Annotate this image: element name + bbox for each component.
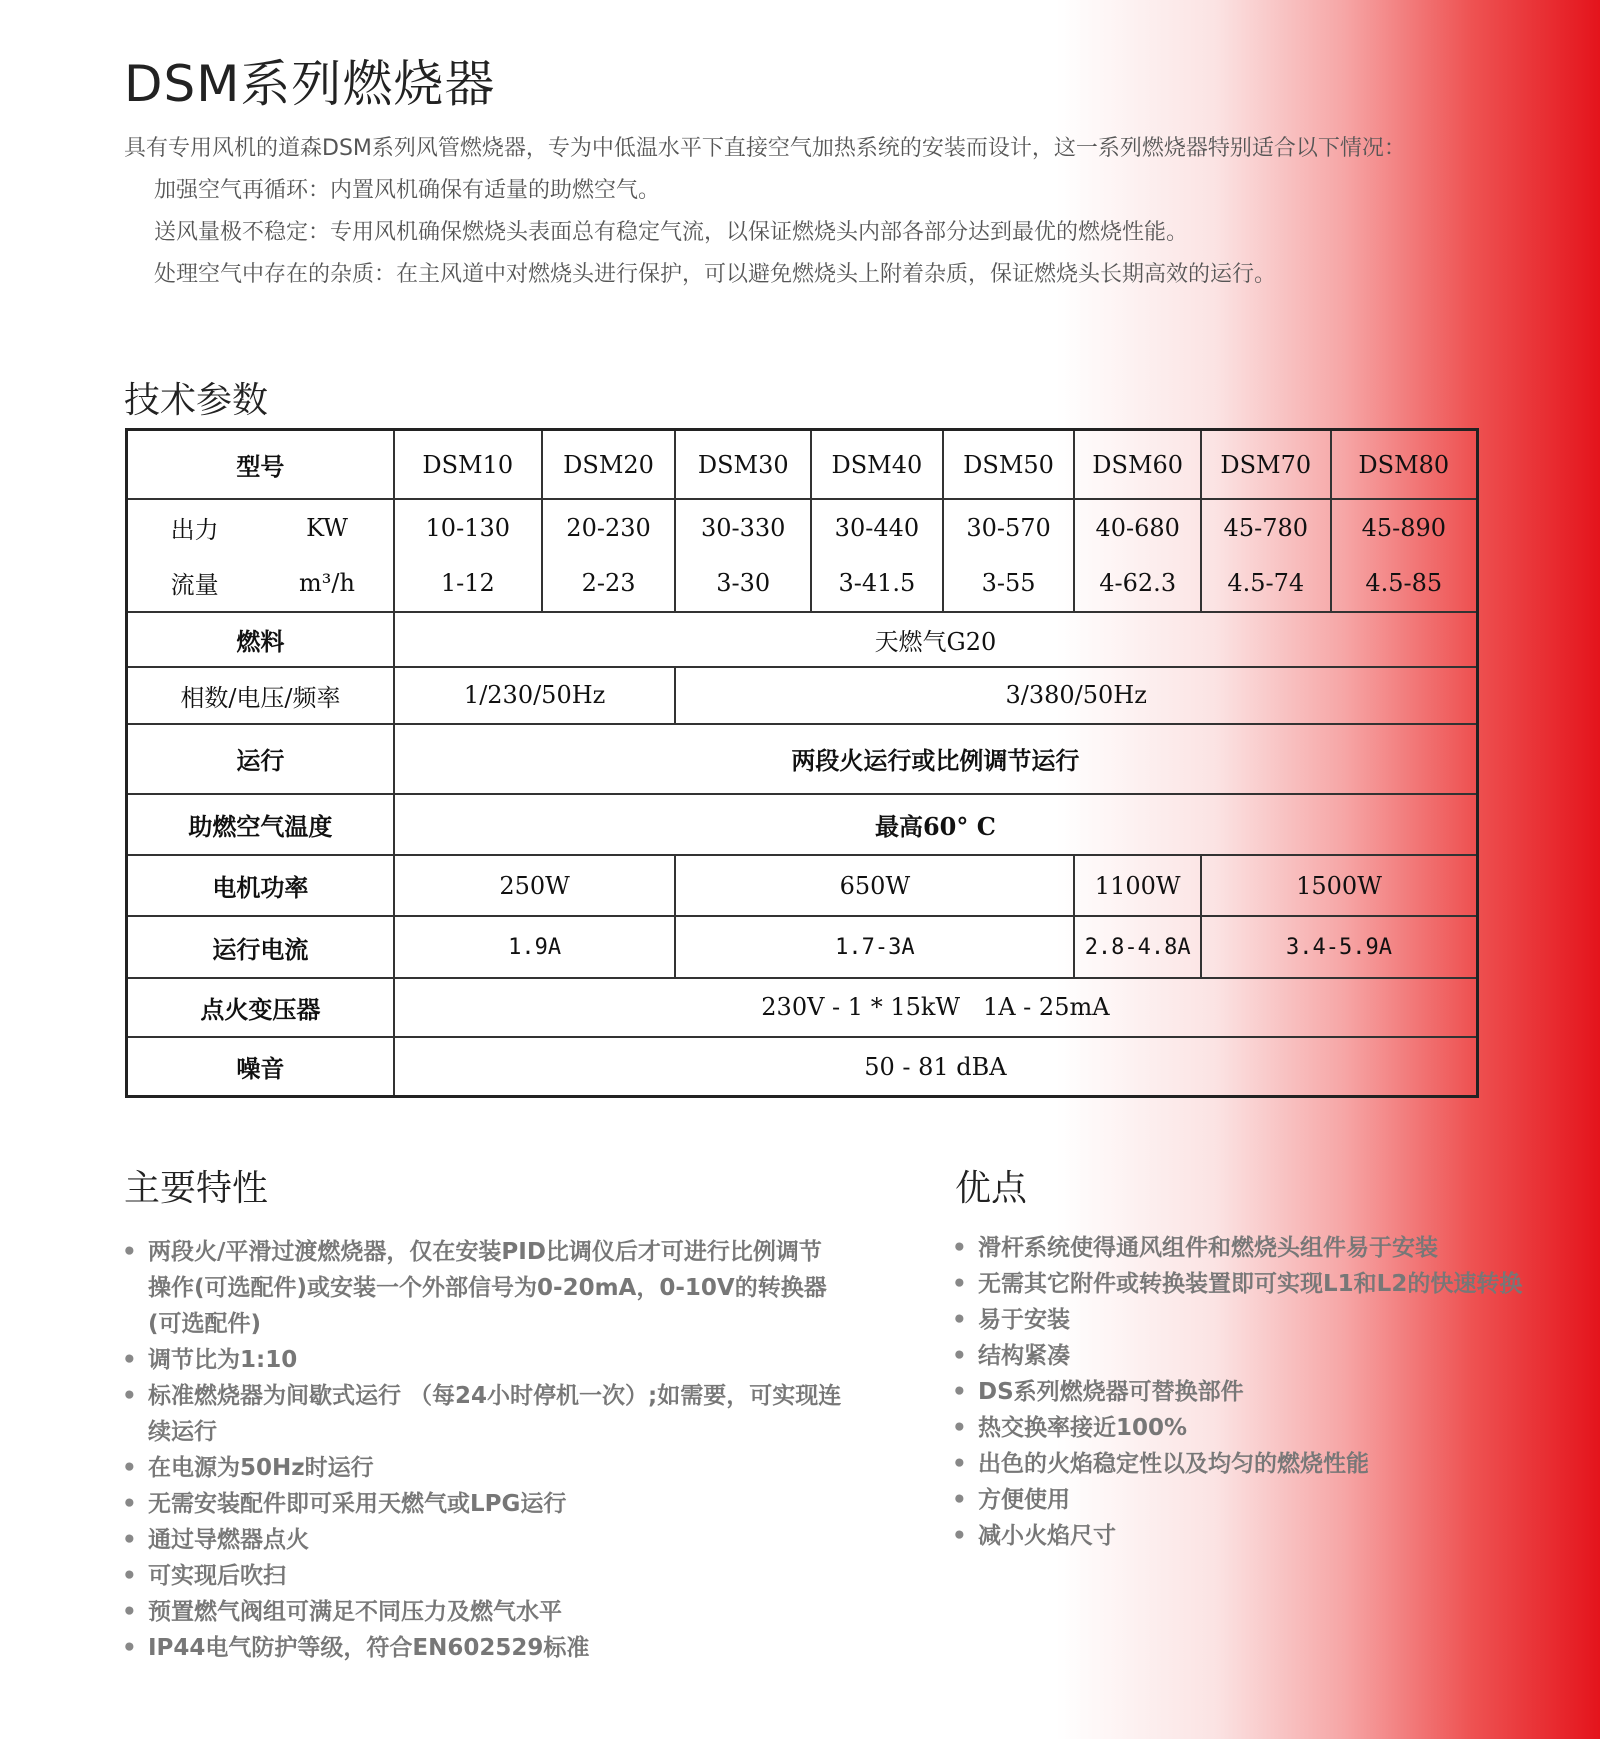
model-cell: DSM60 xyxy=(1074,430,1201,500)
feature-item: • 可实现后吹扫 xyxy=(122,1558,842,1594)
flow-value: 2-23 xyxy=(581,568,636,597)
flow-unit: m³/h xyxy=(299,568,355,597)
flow-value: 3-41.5 xyxy=(838,568,916,597)
advantages-list xyxy=(952,1230,1572,1554)
output-flow-cell xyxy=(1331,499,1478,612)
feature-item: • 在电源为50Hz时运行 xyxy=(122,1450,842,1486)
output-label: 出力 xyxy=(170,516,219,545)
noise-row xyxy=(127,1037,1478,1096)
advantage-item: • 方便使用 xyxy=(952,1482,1572,1518)
model-cell: DSM70 xyxy=(1201,430,1331,500)
noise-label: 噪音 xyxy=(127,1037,394,1096)
flow-value: 4-62.3 xyxy=(1099,568,1177,597)
output-value: 30-440 xyxy=(834,513,920,542)
output-value: 10-130 xyxy=(425,513,510,542)
fuel-label: 燃料 xyxy=(127,612,394,667)
motor-label: 电机功率 xyxy=(127,855,394,916)
phase-value: 1/230/50Hz xyxy=(394,667,676,724)
advantage-item: • 出色的火焰稳定性以及均匀的燃烧性能 xyxy=(952,1446,1572,1482)
output-value: 30-330 xyxy=(700,513,786,542)
model-cell: DSM80 xyxy=(1331,430,1478,500)
advantage-item: • 滑杆系统使得通风组件和燃烧头组件易于安装 xyxy=(952,1230,1572,1266)
motor-value: 1500W xyxy=(1201,855,1478,916)
air-temp-label: 助燃空气温度 xyxy=(127,794,394,855)
advantage-item: • 无需其它附件或转换装置即可实现L1和L2的快速转换 xyxy=(952,1266,1572,1302)
output-flow-row xyxy=(127,499,1478,612)
flow-value: 3-55 xyxy=(981,568,1036,597)
model-row xyxy=(127,430,1478,500)
current-value: 1.7-3A xyxy=(675,916,1074,977)
flow-value: 1-12 xyxy=(440,568,495,597)
feature-item: • 两段火/平滑过渡燃烧器，仅在安装PID比调仪后才可进行比例调节操作(可选配件)或安装一个外部信号为0-20mA，0-10V的转换器(可选配件) xyxy=(122,1234,842,1342)
output-flow-cell xyxy=(675,499,811,612)
phase-value: 3/380/50Hz xyxy=(675,667,1477,724)
model-label: 型号 xyxy=(127,430,394,500)
output-flow-cell xyxy=(394,499,542,612)
output-unit: KW xyxy=(306,513,348,542)
advantage-item: • 减小火焰尺寸 xyxy=(952,1518,1572,1554)
feature-item: • 标准燃烧器为间歇式运行 （每24小时停机一次）;如需要，可实现连续运行 xyxy=(122,1378,842,1450)
phase-label: 相数/电压/频率 xyxy=(127,667,394,724)
output-flow-cell xyxy=(542,499,676,612)
fuel-value: 天燃气G20 xyxy=(394,612,1478,667)
air-temp-value: 最高60° C xyxy=(394,794,1478,855)
operation-row xyxy=(127,724,1478,794)
features-list xyxy=(122,1234,842,1666)
features-heading: 主要特性 xyxy=(124,1168,269,1209)
output-value: 45-780 xyxy=(1223,513,1309,542)
intro-paragraph: 具有专用风机的道森DSM系列风管燃烧器，专为中低温水平下直接空气加热系统的安装而设计，这一系列燃烧器特别适合以下情况： xyxy=(124,136,1406,161)
operation-value: 两段火运行或比例调节运行 xyxy=(394,724,1478,794)
operation-label: 运行 xyxy=(127,724,394,794)
model-cell: DSM20 xyxy=(542,430,676,500)
motor-row xyxy=(127,855,1478,916)
current-value: 2.8-4.8A xyxy=(1074,916,1201,977)
advantage-item: • 热交换率接近100% xyxy=(952,1410,1572,1446)
advantage-item: • 结构紧凑 xyxy=(952,1338,1572,1374)
flow-value: 3-30 xyxy=(716,568,771,597)
output-flow-cell xyxy=(1074,499,1201,612)
page-title: DSM系列燃烧器 xyxy=(124,55,496,113)
output-value: 45-890 xyxy=(1361,513,1447,542)
flow-value: 4.5-74 xyxy=(1227,568,1305,597)
ignition-value: 230V - 1 * 15kW 1A - 25mA xyxy=(394,978,1478,1037)
output-value: 40-680 xyxy=(1095,513,1180,542)
current-label: 运行电流 xyxy=(127,916,394,977)
output-flow-cell xyxy=(943,499,1075,612)
spec-heading: 技术参数 xyxy=(124,380,269,421)
intro-item: 送风量极不稳定：专用风机确保燃烧头表面总有稳定气流，以保证燃烧头内部各部分达到最优的燃烧性能。 xyxy=(154,220,1189,245)
flow-value: 4.5-85 xyxy=(1365,568,1443,597)
spec-table xyxy=(125,428,1479,1098)
feature-item: • IP44电气防护等级，符合EN602529标准 xyxy=(122,1630,842,1666)
output-flow-cell xyxy=(811,499,943,612)
air-temp-row xyxy=(127,794,1478,855)
model-cell: DSM30 xyxy=(675,430,811,500)
model-cell: DSM40 xyxy=(811,430,943,500)
feature-item: • 无需安装配件即可采用天燃气或LPG运行 xyxy=(122,1486,842,1522)
flow-label: 流量 xyxy=(170,571,219,600)
intro-text xyxy=(124,128,1484,296)
phase-row xyxy=(127,667,1478,724)
advantage-item: • 易于安装 xyxy=(952,1302,1572,1338)
intro-item: 加强空气再循环：内置风机确保有适量的助燃空气。 xyxy=(154,178,661,203)
motor-value: 650W xyxy=(675,855,1074,916)
fuel-row xyxy=(127,612,1478,667)
model-cell: DSM50 xyxy=(943,430,1075,500)
intro-item: 处理空气中存在的杂质：在主风道中对燃烧头进行保护，可以避免燃烧头上附着杂质，保证燃烧头长期高效的运行。 xyxy=(154,262,1277,287)
current-row xyxy=(127,916,1478,977)
output-flow-labels xyxy=(127,499,262,612)
feature-item: • 调节比为1:10 xyxy=(122,1342,842,1378)
current-value: 3.4-5.9A xyxy=(1201,916,1478,977)
model-cell: DSM10 xyxy=(394,430,542,500)
output-value: 30-570 xyxy=(966,513,1051,542)
advantages-heading: 优点 xyxy=(955,1168,1028,1209)
current-value: 1.9A xyxy=(394,916,676,977)
ignition-row xyxy=(127,978,1478,1037)
noise-value: 50 - 81 dBA xyxy=(394,1037,1478,1096)
motor-value: 1100W xyxy=(1074,855,1201,916)
output-flow-cell xyxy=(1201,499,1331,612)
ignition-label: 点火变压器 xyxy=(127,978,394,1037)
feature-item: • 通过导燃器点火 xyxy=(122,1522,842,1558)
motor-value: 250W xyxy=(394,855,676,916)
output-value: 20-230 xyxy=(566,513,651,542)
output-flow-units xyxy=(261,499,394,612)
feature-item: • 预置燃气阀组可满足不同压力及燃气水平 xyxy=(122,1594,842,1630)
advantage-item: • DS系列燃烧器可替换部件 xyxy=(952,1374,1572,1410)
